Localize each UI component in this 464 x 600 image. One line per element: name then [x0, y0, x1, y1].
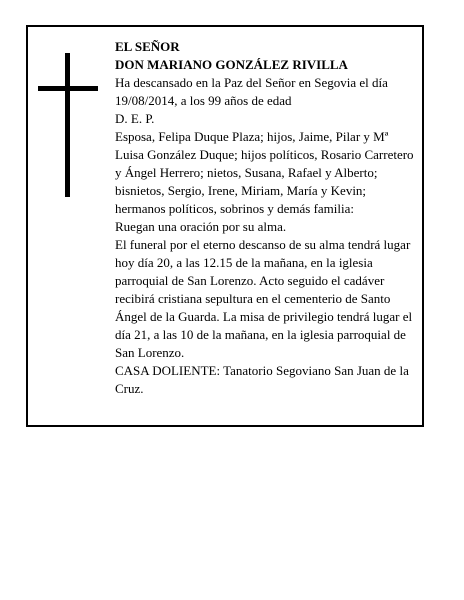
- family-list: Esposa, Felipa Duque Plaza; hijos, Jaime, Pilar y Mª Luisa González Duque; hijos políticos, Rosario Carretero y Ángel Herrero; nietos, Susana, Rafael y Alberto; bisnietos, Sergio, Irene, Miriam, María y Kevin; hermanos políticos, sobrinos y demás familia:: [115, 129, 414, 216]
- notice-title-line1: EL SEÑOR: [115, 39, 180, 54]
- cross-horizontal-bar: [38, 86, 98, 91]
- mourning-house: CASA DOLIENTE: Tanatorio Segoviano San Juan de la Cruz.: [115, 363, 409, 396]
- obituary-text: [115, 38, 415, 398]
- cross-vertical-bar: [65, 53, 70, 197]
- rest-in-peace: D. E. P.: [115, 111, 155, 126]
- death-info: Ha descansado en la Paz del Señor en Segovia el día 19/08/2014, a los 99 años de edad: [115, 75, 388, 108]
- prayer-request: Ruegan una oración por su alma.: [115, 219, 287, 234]
- funeral-details: El funeral por el eterno descanso de su alma tendrá lugar hoy día 20, a las 12.15 de la mañana, en la iglesia parroquial de San Lorenzo. Acto seguido el cadáver recibirá cristiana sepultura en el cementerio de Santo Ángel de la Guarda. La misa de privilegio tendrá lugar el día 21, a las 10 de la mañana, en la iglesia parroquial de San Lorenzo.: [115, 237, 413, 360]
- deceased-name: DON MARIANO GONZÁLEZ RIVILLA: [115, 57, 348, 72]
- cross-icon: [38, 53, 98, 197]
